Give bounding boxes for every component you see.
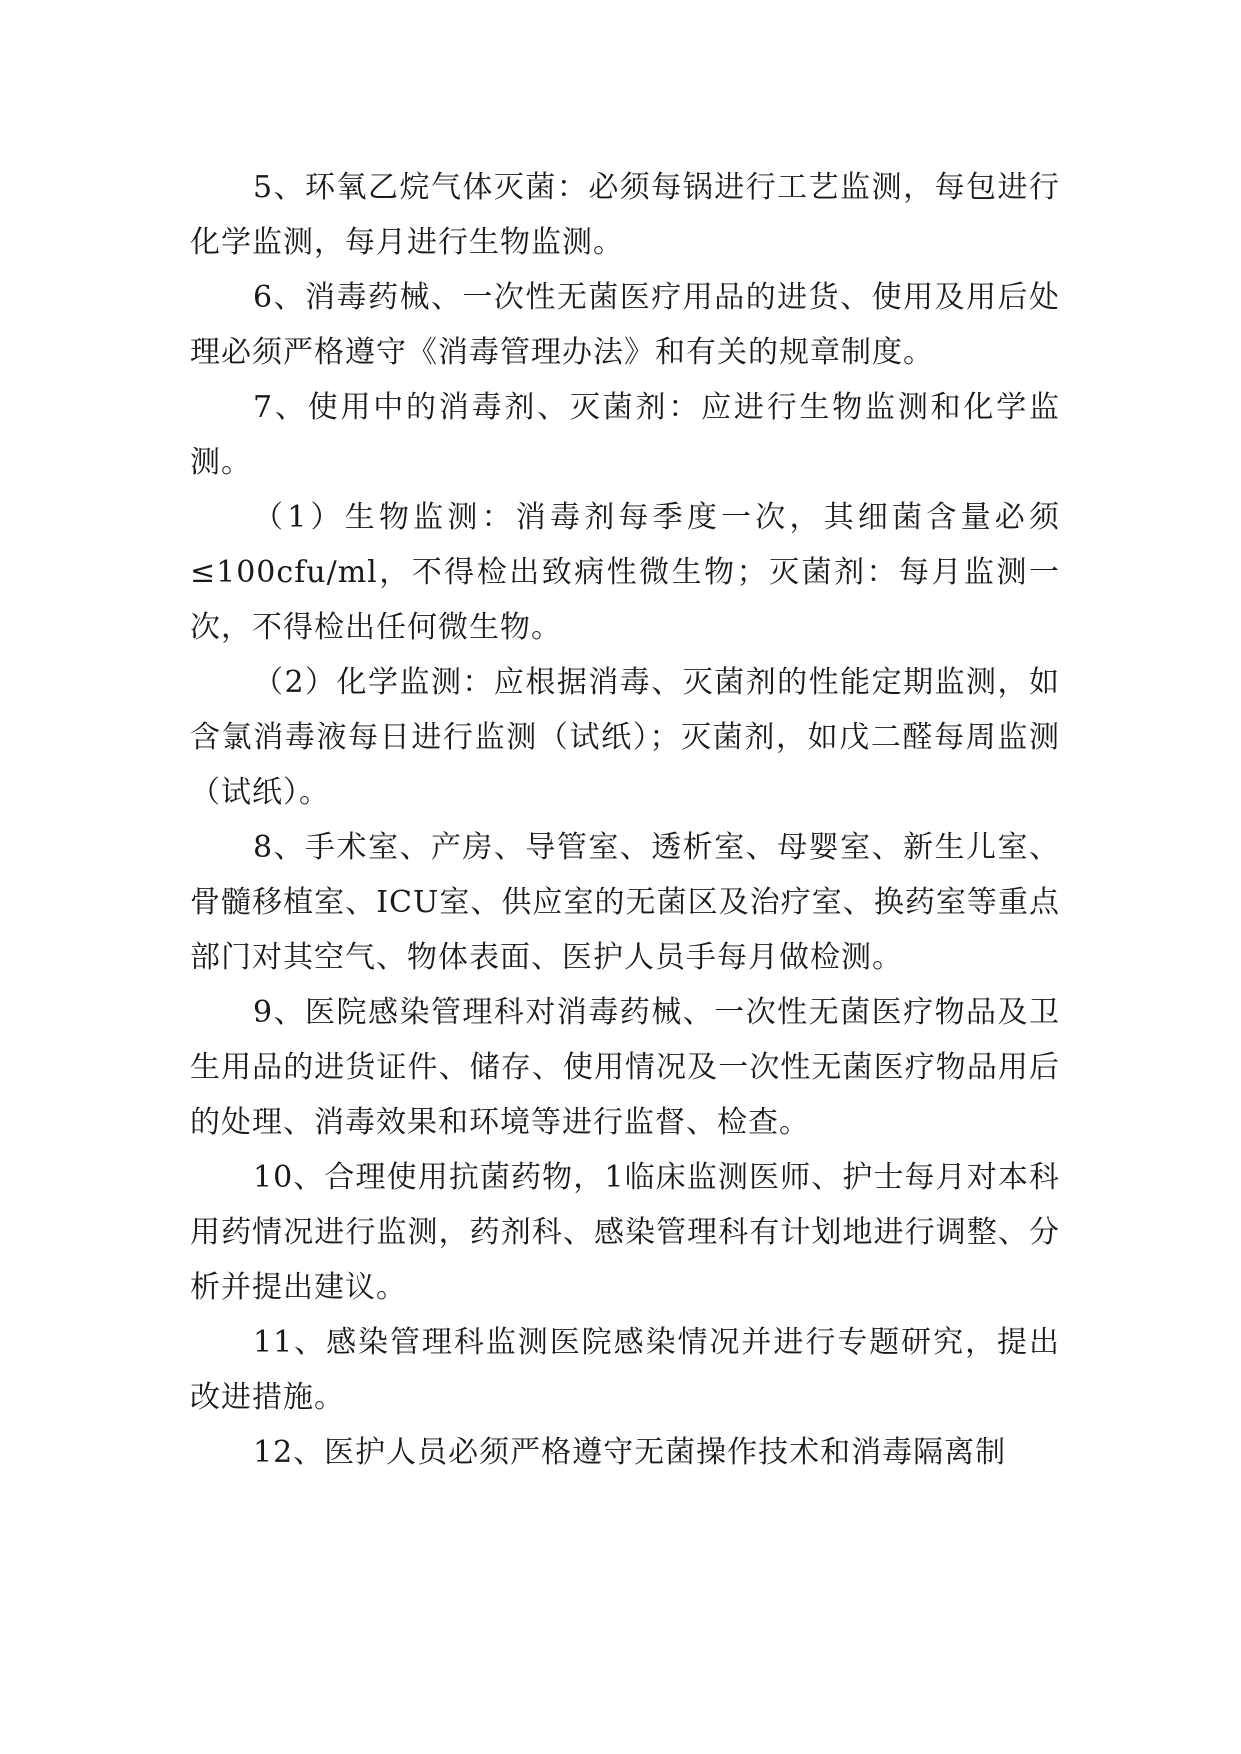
paragraph-item-9: 9、医院感染管理科对消毒药械、一次性无菌医疗物品及卫生用品的进货证件、储存、使用情况及一次性无菌医疗物品用后的处理、消毒效果和环境等进行监督、检查。 [190,995,1060,1140]
paragraph-item-12: 12、医护人员必须严格遵守无菌操作技术和消毒隔离制 [253,1435,1007,1470]
paragraph-item-6: 6、消毒药械、一次性无菌医疗用品的进货、使用及用后处理必须严格遵守《消毒管理办法》和有关的规章制度。 [190,280,1060,370]
paragraph-item-11: 11、感染管理科监测医院感染情况并进行专题研究，提出改进措施。 [190,1325,1060,1415]
paragraph-item-7: 7、使用中的消毒剂、灭菌剂：应进行生物监测和化学监测。 [190,390,1060,480]
paragraph-item-10: 10、合理使用抗菌药物，1临床监测医师、护士每月对本科用药情况进行监测，药剂科、感染管理科有计划地进行调整、分析并提出建议。 [190,1160,1060,1305]
paragraph-item-5: 5、环氧乙烷气体灭菌：必须每锅进行工艺监测，每包进行化学监测，每月进行生物监测。 [190,170,1060,260]
document-body [190,160,1060,1480]
paragraph-chemical-monitoring: （2）化学监测：应根据消毒、灭菌剂的性能定期监测，如含氯消毒液每日进行监测（试纸）；灭菌剂，如戊二醛每周监测（试纸）。 [190,665,1060,810]
paragraph-biological-monitoring: （1）生物监测：消毒剂每季度一次，其细菌含量必须≤100cfu/ml，不得检出致病性微生物；灭菌剂：每月监测一次，不得检出任何微生物。 [190,500,1060,645]
paragraph-item-8: 8、手术室、产房、导管室、透析室、母婴室、新生儿室、骨髓移植室、ICU室、供应室的无菌区及治疗室、换药室等重点部门对其空气、物体表面、医护人员手每月做检测。 [190,830,1060,975]
